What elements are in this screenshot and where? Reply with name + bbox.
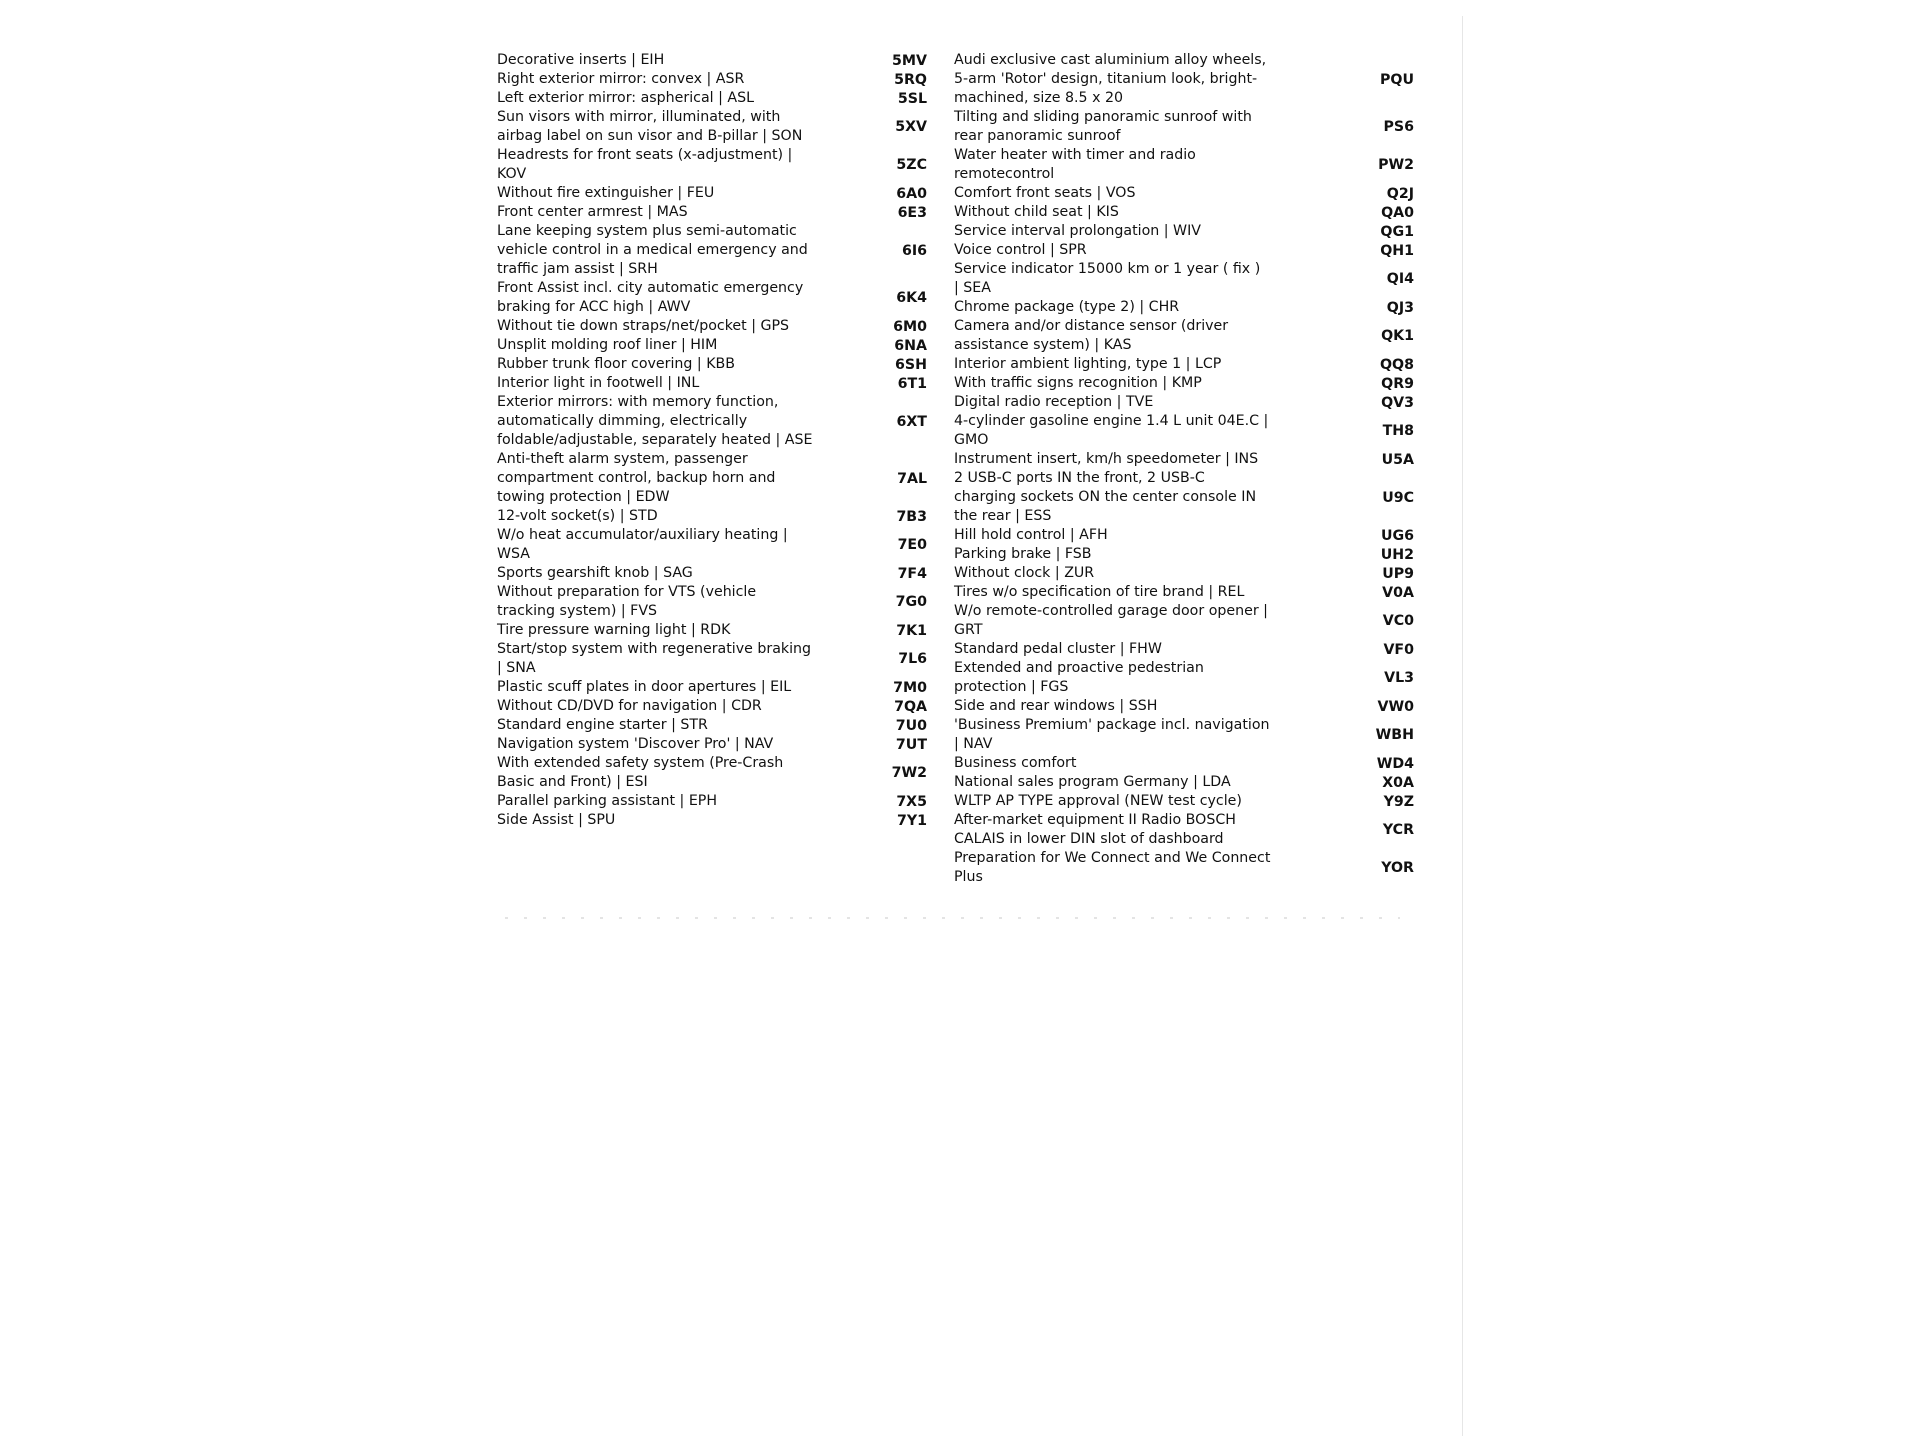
description-line: Without CD/DVD for navigation | CDR [497,698,762,714]
option-code: 6E3 [897,204,927,221]
description-line: | NAV [954,736,993,752]
equipment-description [497,640,837,678]
option-code: QV3 [1381,394,1414,411]
equipment-description [497,621,837,640]
equipment-row [954,203,1414,222]
equipment-row [954,659,1414,697]
equipment-row [954,374,1414,393]
option-code: 5SL [897,90,927,107]
equipment-row [954,640,1414,659]
description-line: 2 USB-C ports IN the front, 2 USB-C [954,470,1205,486]
equipment-description [497,450,837,507]
equipment-description [497,393,837,450]
equipment-description [954,659,1304,697]
description-line: Sports gearshift knob | SAG [497,565,693,581]
description-line: Instrument insert, km/h speedometer | INS [954,451,1259,467]
equipment-row [954,355,1414,374]
option-code: 7B3 [896,508,927,525]
description-line: foldable/adjustable, separately heated | ASE [497,432,813,448]
option-code: 7K1 [896,622,927,639]
scan-artifact-dots [505,917,1400,919]
equipment-description [954,241,1304,260]
description-line: protection | FGS [954,679,1069,695]
option-code: VF0 [1383,641,1414,658]
equipment-description [954,222,1304,241]
equipment-row [497,678,927,697]
equipment-description [954,298,1304,317]
equipment-description [497,108,837,146]
equipment-row [954,393,1414,412]
option-code: 6NA [894,337,927,354]
equipment-description [954,355,1304,374]
equipment-description [954,450,1304,469]
description-line: Standard engine starter | STR [497,717,708,733]
option-code: YCR [1382,822,1414,838]
option-code: VC0 [1382,613,1414,629]
equipment-description [497,697,837,716]
description-line: Rubber trunk floor covering | KBB [497,356,735,372]
option-code: WD4 [1376,755,1414,772]
description-line: Headrests for front seats (x-adjustment) | [497,147,793,163]
description-line: 5-arm 'Rotor' design, titanium look, bright- [954,71,1258,87]
equipment-row [954,716,1414,754]
option-code: 6XT [896,413,927,430]
option-code: 7W2 [891,765,927,781]
option-code: QG1 [1380,223,1414,240]
equipment-row [497,811,927,830]
description-line: Start/stop system with regenerative braking [497,641,812,657]
description-line: tracking system) | FVS [497,603,658,619]
option-code: 7F4 [897,565,927,582]
description-line: Plus [954,869,983,885]
description-line: Standard pedal cluster | FHW [954,641,1162,657]
description-line: Water heater with timer and radio [954,147,1196,163]
description-line: Exterior mirrors: with memory function, [497,394,779,410]
option-code: 5RQ [894,71,927,88]
description-line: traffic jam assist | SRH [497,261,658,277]
equipment-description [497,754,837,792]
description-line: KOV [497,166,527,182]
description-line: Interior ambient lighting, type 1 | LCP [954,356,1222,372]
description-line: Business comfort [954,755,1077,771]
option-code: 7U0 [895,717,927,734]
equipment-row [954,51,1414,108]
description-line: machined, size 8.5 x 20 [954,90,1124,106]
equipment-row [497,393,927,450]
equipment-description [954,792,1304,811]
description-line: braking for ACC high | AWV [497,299,691,315]
equipment-row [954,754,1414,773]
equipment-row [497,279,927,317]
option-code: UP9 [1382,565,1414,582]
description-line: assistance system) | KAS [954,337,1132,353]
option-code: PS6 [1383,119,1414,135]
description-line: Front Assist incl. city automatic emergency [497,280,804,296]
option-code: 6I6 [901,242,927,259]
description-line: Without preparation for VTS (vehicle [497,584,757,600]
equipment-description [954,754,1304,773]
equipment-row [497,51,927,70]
description-line: CALAIS in lower DIN slot of dashboard [954,831,1224,847]
equipment-row [497,621,927,640]
option-code: U9C [1382,489,1414,506]
equipment-row [954,564,1414,583]
equipment-description [954,317,1304,355]
option-code: QA0 [1381,204,1414,221]
equipment-description [497,792,837,811]
equipment-description [497,51,837,70]
equipment-row [497,89,927,108]
description-line: GRT [954,622,983,638]
equipment-row [954,450,1414,469]
description-line: GMO [954,432,989,448]
equipment-description [954,697,1304,716]
description-line: WLTP AP TYPE approval (NEW test cycle) [954,793,1242,809]
equipment-row [954,412,1414,450]
equipment-description [954,184,1304,203]
option-code: 7QA [894,698,927,715]
option-code: VW0 [1377,698,1414,715]
option-code: 7M0 [893,679,927,696]
equipment-list-left [497,51,927,830]
description-line: WSA [497,546,531,562]
description-line: remotecontrol [954,166,1055,182]
description-line: vehicle control in a medical emergency and [497,242,808,258]
description-line: Sun visors with mirror, illuminated, with [497,109,781,125]
option-code: YOR [1381,860,1414,876]
description-line: Unsplit molding roof liner | HIM [497,337,718,353]
option-code: UG6 [1380,527,1414,544]
option-code: 5ZC [896,157,927,173]
equipment-description [497,526,837,564]
option-code: PW2 [1378,157,1414,173]
description-line: Right exterior mirror: convex | ASR [497,71,745,87]
description-line: Tires w/o specification of tire brand | REL [954,584,1245,600]
equipment-description [497,336,837,355]
option-code: WBH [1375,727,1414,743]
description-line: Decorative inserts | EIH [497,52,665,68]
equipment-row [954,849,1414,887]
description-line: National sales program Germany | LDA [954,774,1231,790]
equipment-description [954,374,1304,393]
description-line: Without child seat | KIS [954,204,1119,220]
equipment-row [954,526,1414,545]
option-code: Y9Z [1383,793,1414,810]
equipment-description [497,317,837,336]
equipment-row [497,507,927,526]
description-line: Extended and proactive pedestrian [954,660,1204,676]
equipment-row [497,374,927,393]
description-line: airbag label on sun visor and B-pillar | SON [497,128,803,144]
description-line: Side and rear windows | SSH [954,698,1158,714]
description-line: charging sockets ON the center console IN [954,489,1257,505]
equipment-description [954,203,1304,222]
equipment-row [954,317,1414,355]
option-code: QR9 [1381,375,1414,392]
option-code: 7AL [897,470,927,487]
equipment-description [497,507,837,526]
equipment-description [497,564,837,583]
option-code: 6T1 [897,375,927,392]
equipment-row [497,203,927,222]
equipment-row [954,602,1414,640]
equipment-row [497,583,927,621]
equipment-description [497,735,837,754]
equipment-description [954,545,1304,564]
equipment-description [497,374,837,393]
description-line: Digital radio reception | TVE [954,394,1154,410]
equipment-description [954,716,1304,754]
equipment-description [497,811,837,830]
equipment-row [954,146,1414,184]
description-line: After-market equipment II Radio BOSCH [954,812,1236,828]
description-line: Basic and Front) | ESI [497,774,648,790]
equipment-row [497,735,927,754]
equipment-description [954,469,1304,526]
equipment-row [497,317,927,336]
equipment-row [954,222,1414,241]
equipment-row [497,146,927,184]
equipment-row [497,564,927,583]
equipment-row [954,545,1414,564]
description-line: Without tie down straps/net/pocket | GPS [497,318,790,334]
description-line: Parking brake | FSB [954,546,1092,562]
option-code: QI4 [1386,271,1414,287]
equipment-description [954,108,1304,146]
equipment-row [497,640,927,678]
description-line: W/o heat accumulator/auxiliary heating | [497,527,788,543]
description-line: 4-cylinder gasoline engine 1.4 L unit 04E.C | [954,413,1269,429]
option-code: UH2 [1380,546,1414,563]
description-line: Camera and/or distance sensor (driver [954,318,1229,334]
equipment-description [497,678,837,697]
description-line: Without fire extinguisher | FEU [497,185,715,201]
equipment-row [954,108,1414,146]
description-line: Service indicator 15000 km or 1 year ( fix ) [954,261,1261,277]
equipment-description [954,564,1304,583]
equipment-description [954,602,1304,640]
equipment-description [954,640,1304,659]
equipment-row [497,108,927,146]
option-code: QH1 [1380,242,1414,259]
equipment-row [497,716,927,735]
equipment-row [497,450,927,507]
description-line: Without clock | ZUR [954,565,1095,581]
equipment-description [497,203,837,222]
description-line: Left exterior mirror: aspherical | ASL [497,90,755,106]
equipment-description [497,146,837,184]
equipment-description [954,146,1304,184]
equipment-row [497,184,927,203]
option-code: VL3 [1384,670,1414,686]
option-code: 5XV [895,119,927,135]
equipment-description [954,51,1304,108]
option-code: X0A [1382,774,1414,791]
equipment-description [497,716,837,735]
option-code: 6K4 [896,290,927,306]
equipment-row [954,583,1414,602]
equipment-row [497,70,927,89]
description-line: 12-volt socket(s) | STD [497,508,658,524]
description-line: towing protection | EDW [497,489,670,505]
equipment-description [954,773,1304,792]
option-code: QJ3 [1386,299,1414,316]
description-line: Navigation system 'Discover Pro' | NAV [497,736,774,752]
description-line: automatically dimming, electrically [497,413,748,429]
description-line: Comfort front seats | VOS [954,185,1136,201]
equipment-list-right [954,51,1414,887]
equipment-row [954,792,1414,811]
equipment-description [954,412,1304,450]
equipment-row [954,241,1414,260]
option-code: PQU [1380,71,1414,88]
description-line: Front center armrest | MAS [497,204,688,220]
option-code: QK1 [1381,328,1414,344]
description-line: | SEA [954,280,991,296]
description-line: rear panoramic sunroof [954,128,1121,144]
equipment-row [497,336,927,355]
equipment-row [497,697,927,716]
equipment-description [497,583,837,621]
description-line: Plastic scuff plates in door apertures | EIL [497,679,792,695]
equipment-description [497,89,837,108]
description-line: Hill hold control | AFH [954,527,1108,543]
description-line: With extended safety system (Pre-Crash [497,755,784,771]
option-code: 7E0 [897,537,927,553]
description-line: Voice control | SPR [954,242,1087,258]
option-code: TH8 [1382,423,1414,439]
equipment-row [954,773,1414,792]
equipment-row [954,469,1414,526]
equipment-row [497,526,927,564]
equipment-description [497,70,837,89]
description-line: Chrome package (type 2) | CHR [954,299,1180,315]
equipment-description [497,355,837,374]
description-line: Anti-theft alarm system, passenger [497,451,748,467]
option-code: 7UT [895,736,927,753]
option-code: Q2J [1386,185,1414,202]
description-line: Preparation for We Connect and We Connect [954,850,1271,866]
description-line: Lane keeping system plus semi-automatic [497,223,797,239]
equipment-row [954,811,1414,849]
description-line: Side Assist | SPU [497,812,616,828]
description-line: Tilting and sliding panoramic sunroof with [954,109,1252,125]
equipment-description [954,849,1304,887]
description-line: the rear | ESS [954,508,1052,524]
description-line: Parallel parking assistant | EPH [497,793,718,809]
description-line: compartment control, backup horn and [497,470,776,486]
description-line: 'Business Premium' package incl. navigation [954,717,1270,733]
equipment-description [497,222,837,279]
option-code: 5MV [892,52,927,69]
description-line: Audi exclusive cast aluminium alloy wheels, [954,52,1267,68]
option-code: 7L6 [898,651,927,667]
equipment-row [954,298,1414,317]
equipment-row [497,355,927,374]
description-line: | SNA [497,660,536,676]
equipment-description [954,393,1304,412]
description-line: Tire pressure warning light | RDK [497,622,731,638]
equipment-description [954,583,1304,602]
equipment-description [954,526,1304,545]
option-code: U5A [1381,451,1414,468]
equipment-description [497,279,837,317]
page-edge-line [1462,16,1463,1436]
equipment-description [497,184,837,203]
option-code: 7Y1 [896,812,927,829]
equipment-row [497,792,927,811]
option-code: 7X5 [896,793,927,810]
equipment-row [954,697,1414,716]
option-code: 6A0 [896,185,927,202]
description-line: With traffic signs recognition | KMP [954,375,1202,391]
option-code: 6M0 [893,318,927,335]
equipment-row [497,222,927,279]
equipment-description [954,260,1304,298]
description-line: Service interval prolongation | WIV [954,223,1201,239]
option-code: 6SH [895,356,927,373]
option-code: 7G0 [895,594,927,610]
equipment-row [954,260,1414,298]
equipment-row [497,754,927,792]
equipment-row [954,184,1414,203]
description-line: Interior light in footwell | INL [497,375,700,391]
equipment-description [954,811,1304,849]
description-line: W/o remote-controlled garage door opener | [954,603,1268,619]
option-code: V0A [1382,584,1414,601]
option-code: QQ8 [1380,356,1414,373]
